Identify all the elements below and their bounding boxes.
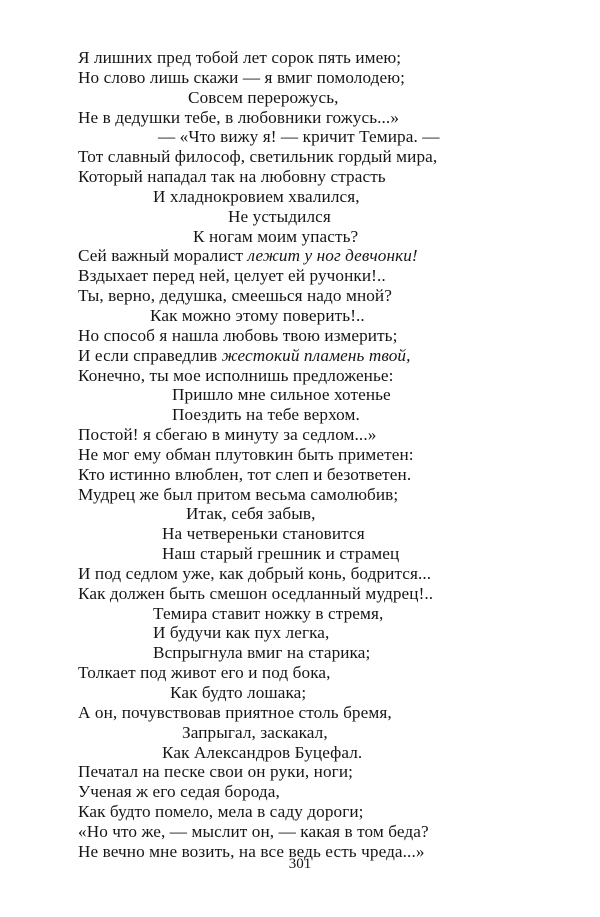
poem-line: На четвереньки становится <box>162 524 365 544</box>
poem-line: Мудрец же был притом весьма самолюбив; <box>78 484 399 504</box>
poem-line: Не мог ему обман плутовкин быть приметен: <box>78 444 414 464</box>
poem-text <box>78 48 548 862</box>
poem-line: Как будто помело, мела в саду дороги; <box>78 802 364 822</box>
poem-line: Постой! я сбегаю в минуту за седлом...» <box>78 425 377 445</box>
poem-line: Но способ я нашла любовь твою измерить; <box>78 325 398 345</box>
poem-line: Не устыдился <box>228 206 331 226</box>
poem-line: Вздыхает перед ней, целует ей ручонки!.. <box>78 266 386 286</box>
poem-line: Кто истинно влюблен, тот слеп и безответен. <box>78 464 412 484</box>
poem-line: Конечно, ты мое исполнишь предложенье: <box>78 365 394 385</box>
poem-line: Ученая ж его седая борода, <box>78 782 280 802</box>
poem-line: Совсем перерожусь, <box>188 87 339 107</box>
poem-line: «Но что же, — мыслит он, — какая в том беда? <box>78 821 429 841</box>
poem-line: Не вечно мне возить, на все ведь есть чреда...» <box>78 841 425 861</box>
poem-line-italic: лежит у ног девчонки! <box>247 246 418 266</box>
poem-line: Который нападал так на любовну страсть <box>78 167 386 187</box>
poem-line: И будучи как пух легка, <box>153 623 330 643</box>
poem-line: Тот славный философ, светильник гордый мира, <box>78 147 438 167</box>
poem-line: Как будто лошака; <box>170 683 307 702</box>
poem-line-part: Сей важный моралист <box>78 246 244 266</box>
poem-line: Как можно этому поверить!.. <box>150 305 365 325</box>
poem-line: Запрыгал, заскакал, <box>182 722 328 742</box>
poem-line: Как должен быть смешон оседланный мудрец!.. <box>78 583 434 603</box>
poem-line: Итак, себя забыв, <box>186 504 316 524</box>
poem-line <box>78 346 548 366</box>
poem-line: Как Александров Буцефал. <box>162 742 363 762</box>
poem-line-part: И если справедлив <box>78 345 218 365</box>
page-number: 301 <box>288 856 312 872</box>
poem-line: Поездить на тебе верхом. <box>172 405 360 425</box>
poem-line: А он, почувствовав приятное столь бремя, <box>78 702 392 722</box>
poem-line: Наш старый грешник и страмец <box>162 544 400 564</box>
poem-line: И хладнокровием хвалился, <box>153 186 360 206</box>
poem-line: — «Что вижу я! — кричит Темира. — <box>158 127 440 147</box>
poem-line: Не в дедушки тебе, в любовники гожусь...» <box>78 107 400 127</box>
poem-line: Толкает под живот его и под бока, <box>78 663 331 683</box>
poem-line: К ногам моим упасть? <box>193 226 359 246</box>
poem-line: Печатал на песке свои он руки, ноги; <box>78 762 353 782</box>
poem-line: Я лишних пред тобой лет сорок пять имею; <box>78 48 402 67</box>
poem-line: И под седлом уже, как добрый конь, бодрится... <box>78 563 432 583</box>
poem-line-italic: жестокий пламень твой, <box>221 345 411 365</box>
poem-line: Темира ставит ножку в стремя, <box>153 603 384 623</box>
poem-line: Вспрыгнула вмиг на старика; <box>153 643 371 663</box>
poem-line <box>78 246 548 266</box>
poem-line: Пришло мне сильное хотенье <box>172 385 391 405</box>
poem-line: Ты, верно, дедушка, смеешься надо мной? <box>78 286 392 306</box>
poem-line: Но слово лишь скажи — я вмиг помолодею; <box>78 67 406 87</box>
